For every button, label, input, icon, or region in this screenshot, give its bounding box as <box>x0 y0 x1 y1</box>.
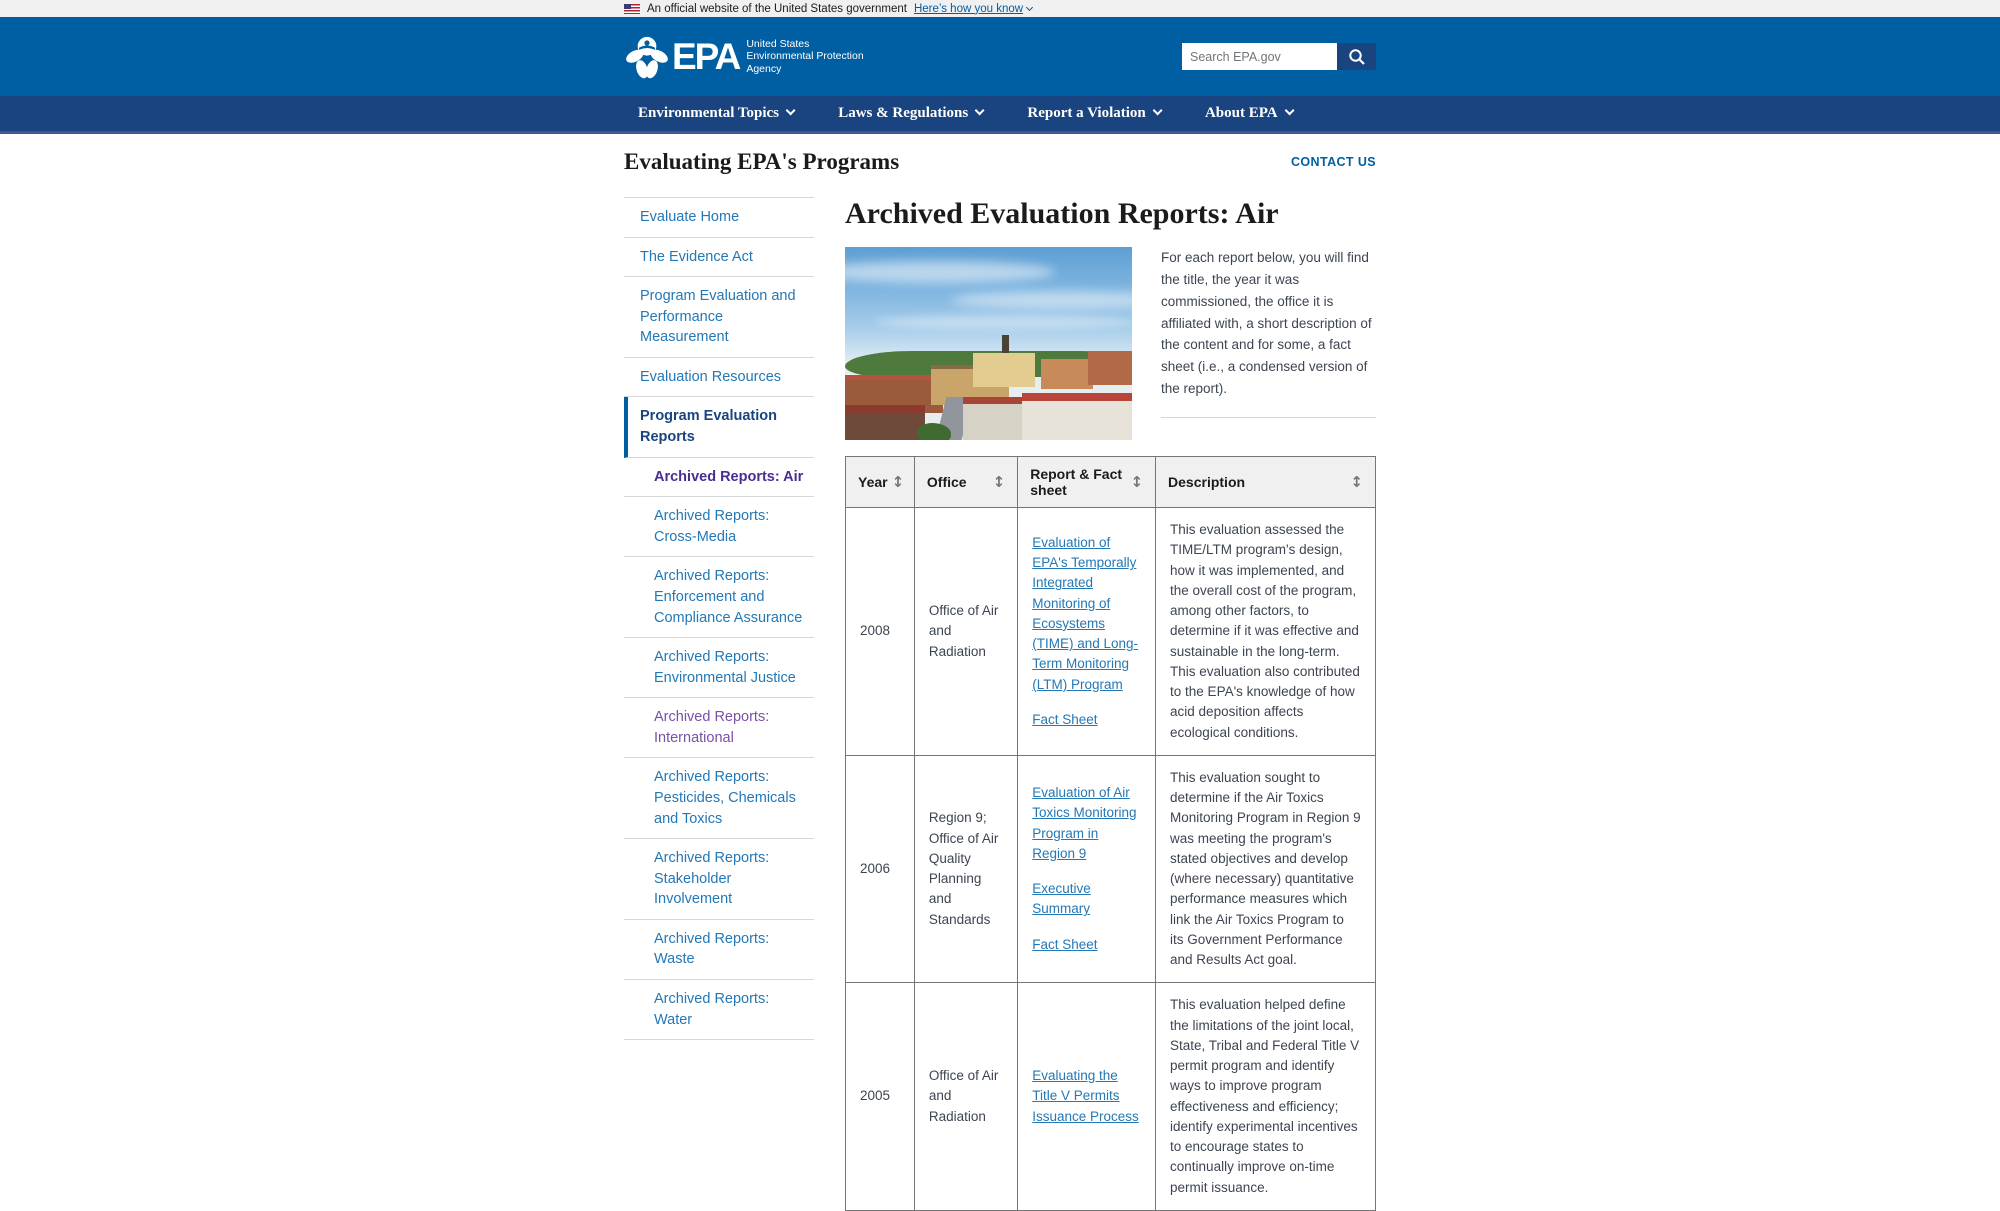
gov-banner <box>0 0 2000 17</box>
office-cell: Office of Air and Radiation <box>914 983 1017 1211</box>
sidebar-link[interactable]: Archived Reports: Stakeholder Involvement <box>654 850 770 908</box>
sidebar-link[interactable]: Archived Reports: Cross-Media <box>654 508 770 545</box>
table-row <box>846 508 1376 756</box>
title-bar <box>624 134 1376 197</box>
year-cell: 2005 <box>846 983 915 1211</box>
nav-item-laws-regulations[interactable] <box>838 105 983 122</box>
table-row <box>846 983 1376 1211</box>
sidebar-link[interactable]: Archived Reports: Waste <box>654 930 770 968</box>
sidebar-item-the-evidence-act <box>624 238 814 278</box>
sidebar-link[interactable]: Program Evaluation Reports <box>640 408 777 446</box>
sidebar-link[interactable]: Evaluate Home <box>640 209 740 225</box>
nav-item-label: Environmental Topics <box>638 105 780 121</box>
office-cell: Region 9; Office of Air Quality Planning and Standards <box>914 755 1017 983</box>
sidebar-link[interactable]: Archived Reports: Environmental Justice <box>654 649 796 686</box>
microsite-title: Evaluating EPA's Programs <box>624 149 900 174</box>
office-cell: Office of Air and Radiation <box>914 508 1017 756</box>
primary-nav-bar <box>0 96 2000 134</box>
sidebar-link[interactable]: Archived Reports: Enforcement and Compliance Assurance <box>654 568 803 626</box>
year-cell: 2006 <box>846 755 915 983</box>
chevron-down-icon <box>975 106 985 116</box>
sort-icon[interactable]: ↕ <box>1130 473 1144 491</box>
sidebar-link[interactable]: Archived Reports: Pesticides, Chemicals and Toxics <box>654 769 796 827</box>
primary-nav <box>624 96 1376 131</box>
search-input[interactable] <box>1182 43 1337 70</box>
nav-item-report-a-violation[interactable] <box>1027 105 1161 122</box>
epa-logo-text: EPA <box>672 36 740 77</box>
agency-name: United States Environmental Protection Agency <box>746 37 864 75</box>
sidebar-item-archived-reports-water <box>624 980 814 1040</box>
column-header-description[interactable] <box>1156 457 1376 508</box>
table-header-row <box>846 457 1376 508</box>
us-flag-icon <box>624 4 640 14</box>
evaluating-the-title-v-permits-issuance-process-link[interactable]: Evaluating the Title V Permits Issuance Process <box>1032 1068 1139 1124</box>
description-cell: This evaluation sought to determine if the Air Toxics Monitoring Program in Region 9 was meeting the program's stated objectives and develop (where necessary) quantitative performance measures which link the Air Toxics Program to its Government Performance and Results Act goal. <box>1156 755 1376 983</box>
sidebar-link[interactable]: The Evidence Act <box>640 248 753 265</box>
chevron-down-icon <box>1026 3 1033 10</box>
sidebar-item-archived-reports-cross-media <box>624 497 814 557</box>
town-aerial-photo <box>845 247 1132 440</box>
description-cell: This evaluation assessed the TIME/LTM program's design, how it was implemented, and the overall cost of the program, among other factors, to determine if it was effective and sustainable in the long-term. This evaluation also contributed to the EPA's knowledge of how acid deposition affects ecological conditions. <box>1156 508 1376 756</box>
epa-logo[interactable] <box>624 34 864 80</box>
intro-divider <box>1161 417 1376 418</box>
nav-item-label: About EPA <box>1204 105 1278 121</box>
page-title: Archived Evaluation Reports: Air <box>845 197 1279 230</box>
sidebar-link[interactable]: Archived Reports: Air <box>654 468 804 485</box>
report-links-cell <box>1018 983 1156 1211</box>
search-icon <box>1347 47 1367 67</box>
column-header-office[interactable] <box>914 457 1017 508</box>
report-links-cell <box>1018 508 1156 756</box>
sidebar-item-archived-reports-air <box>624 458 814 498</box>
evaluation-of-air-toxics-monitoring-program-in-region-9-link[interactable]: Evaluation of Air Toxics Monitoring Program in Region 9 <box>1032 785 1137 861</box>
sidebar-item-evaluation-resources <box>624 358 814 398</box>
sidebar-item-archived-reports-international <box>624 698 814 758</box>
description-cell: This evaluation helped define the limitations of the joint local, State, Tribal and Federal Title V permit program and identify ways to improve program effectiveness and efficiency; identify experimental incentives to encourage states to continually improve on-time permit issuance. <box>1156 983 1376 1211</box>
executive-summary-link[interactable]: Executive Summary <box>1032 881 1091 917</box>
column-label: Description <box>1168 474 1246 490</box>
gov-banner-text: An official website of the United States government <box>647 2 907 15</box>
reports-table <box>845 456 1376 1211</box>
column-header-report-fact-sheet[interactable] <box>1018 457 1156 508</box>
sidebar-item-program-evaluation-and-performance-measurement <box>624 277 814 358</box>
column-label: Report & Fact sheet <box>1030 466 1123 498</box>
sidebar-link[interactable]: Archived Reports: Water <box>654 991 770 1028</box>
sidebar <box>624 197 814 1040</box>
sort-icon[interactable]: ↕ <box>891 473 905 491</box>
fact-sheet-link[interactable]: Fact Sheet <box>1032 711 1098 727</box>
chevron-down-icon <box>786 106 796 116</box>
sidebar-item-program-evaluation-reports <box>624 397 814 457</box>
search-button[interactable] <box>1337 43 1376 70</box>
sidebar-item-archived-reports-enforcement-and-compliance-assurance <box>624 557 814 638</box>
intro-row <box>845 247 1376 440</box>
chevron-down-icon <box>1284 106 1294 116</box>
sidebar-item-archived-reports-waste <box>624 920 814 980</box>
sidebar-item-archived-reports-stakeholder-involvement <box>624 839 814 920</box>
column-label: Year <box>858 474 888 490</box>
sidebar-item-archived-reports-pesticides-chemicals-and-toxics <box>624 758 814 839</box>
sidebar-nav <box>624 197 814 1040</box>
table-body <box>846 508 1376 1211</box>
site-search <box>1182 43 1376 70</box>
column-label: Office <box>926 474 967 490</box>
nav-item-environmental-topics[interactable] <box>638 105 794 122</box>
chevron-down-icon <box>1152 106 1162 116</box>
table-row <box>846 755 1376 983</box>
sidebar-item-evaluate-home <box>624 198 814 238</box>
how-you-know-link[interactable]: Here’s how you know <box>913 2 1024 15</box>
report-links-cell <box>1018 755 1156 983</box>
year-cell: 2008 <box>846 508 915 756</box>
sidebar-link[interactable]: Evaluation Resources <box>640 368 782 385</box>
nav-item-label: Laws & Regulations <box>838 105 969 121</box>
sort-icon[interactable]: ↕ <box>992 473 1006 491</box>
intro-paragraph: For each report below, you will find the title, the year it was commissioned, the office it is affiliated with, a short description of the content and for some, a fact sheet (i.e., a condensed version of the report). <box>1161 250 1372 397</box>
sidebar-link[interactable]: Archived Reports: International <box>654 709 770 746</box>
sort-icon[interactable]: ↕ <box>1350 473 1363 491</box>
nav-item-about-epa[interactable] <box>1205 105 1293 122</box>
fact-sheet-link[interactable]: Fact Sheet <box>1032 936 1098 952</box>
evaluation-of-epa-s-temporally-integrated-monitoring-of-ecosystems-time-and-long-term-monitoring-ltm-program-link[interactable]: Evaluation of EPA's Temporally Integrated Monitoring of Ecosystems (TIME) and Long-Term Monitoring (LTM) Program <box>1032 534 1139 692</box>
epa-flower-icon <box>624 34 670 80</box>
main-content <box>845 197 1376 1211</box>
site-header <box>0 17 2000 96</box>
nav-item-label: Report a Violation <box>1027 105 1146 121</box>
intro-text <box>1161 247 1376 440</box>
contact-us-link[interactable]: CONTACT US <box>1290 155 1376 169</box>
sidebar-item-archived-reports-environmental-justice <box>624 638 814 698</box>
sidebar-link[interactable]: Program Evaluation and Performance Measurement <box>640 288 796 346</box>
column-header-year[interactable] <box>846 457 915 508</box>
